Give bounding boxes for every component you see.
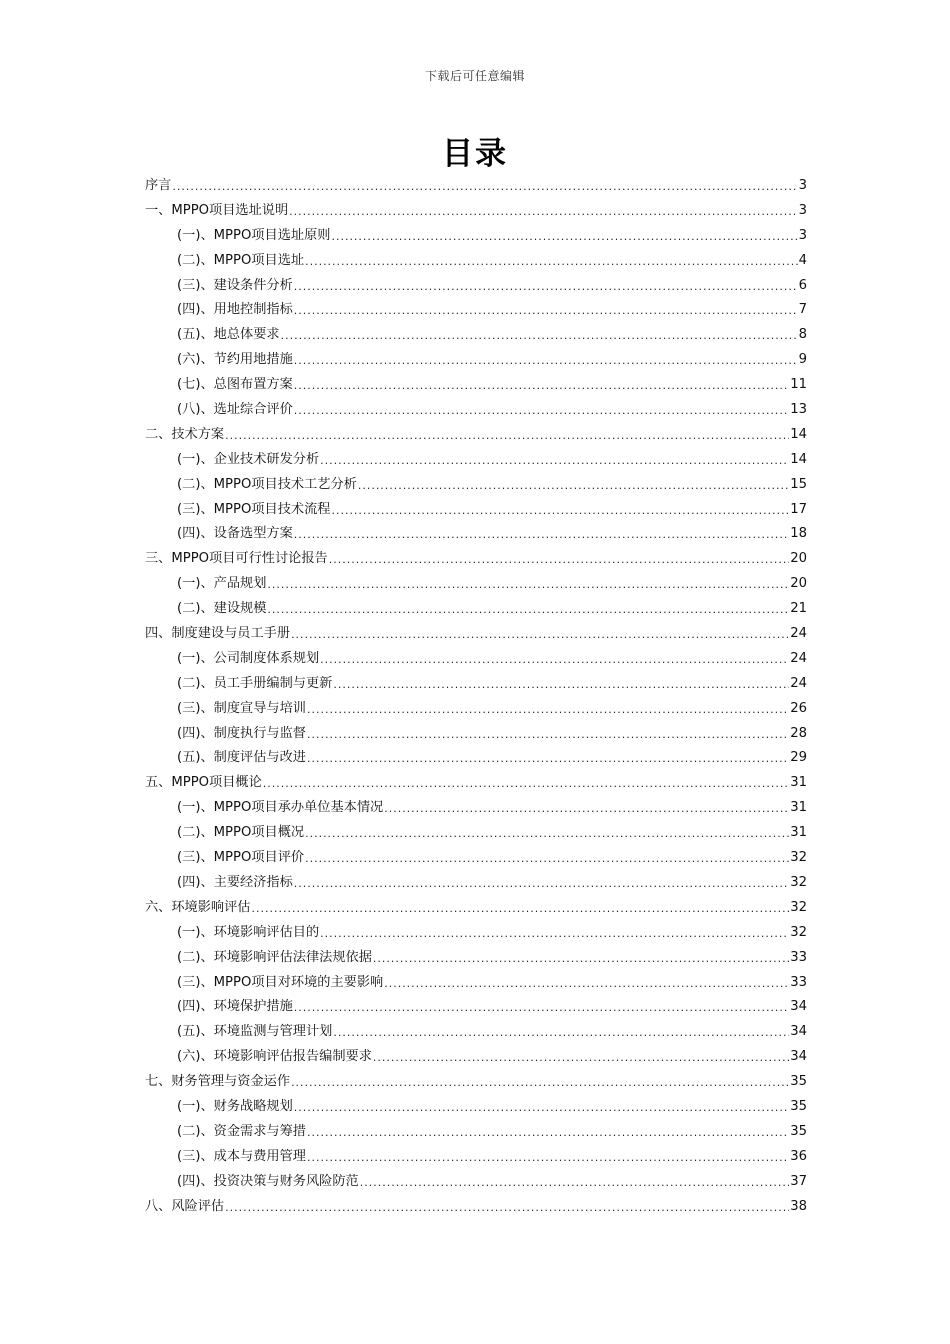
toc-entry-page-number: 11	[790, 377, 807, 393]
toc-section-entry[interactable]	[145, 224, 807, 249]
toc-dot-leader	[373, 953, 789, 966]
toc-dot-leader	[305, 256, 798, 269]
toc-entry-text: 三、MPPO项目可行性讨论报告	[145, 551, 328, 567]
toc-entry-page-number: 15	[790, 476, 807, 492]
toc-section-entry[interactable]	[145, 298, 807, 323]
toc-entry-page-number: 31	[790, 800, 807, 816]
toc-dot-leader	[291, 1077, 789, 1090]
toc-entry-page-number: 33	[790, 949, 807, 965]
toc-section-entry[interactable]	[145, 1045, 807, 1070]
toc-dot-leader	[329, 554, 789, 567]
toc-entry-text: 七、财务管理与资金运作	[145, 1074, 291, 1090]
toc-dot-leader	[320, 928, 789, 941]
toc-section-entry[interactable]	[145, 722, 807, 747]
toc-dot-leader	[331, 231, 797, 244]
toc-section-entry[interactable]	[145, 995, 807, 1020]
toc-entry-page-number: 4	[798, 252, 807, 268]
toc-entry-text: (四)、环境保护措施	[177, 999, 293, 1015]
toc-dot-leader	[307, 753, 789, 766]
toc-entry-page-number: 20	[790, 551, 807, 567]
toc-entry-text: (五)、环境监测与管理计划	[177, 1024, 333, 1040]
toc-entry-page-number: 32	[790, 874, 807, 890]
toc-entry-text: (一)、环境影响评估目的	[177, 924, 320, 940]
toc-entry-text: (五)、制度评估与改进	[177, 750, 306, 766]
toc-section-entry[interactable]	[145, 522, 807, 547]
toc-section-entry[interactable]	[145, 1170, 807, 1195]
toc-entry-text: (二)、MPPO项目选址	[177, 252, 305, 268]
toc-entry-text: (三)、MPPO项目评价	[177, 850, 305, 866]
toc-dot-leader	[358, 480, 789, 493]
toc-entry-text: (五)、地总体要求	[177, 327, 280, 343]
toc-entry-text: (一)、MPPO项目承办单位基本情况	[177, 800, 384, 816]
table-of-contents	[145, 174, 807, 1219]
toc-dot-leader	[384, 978, 789, 991]
page-header-note: 下载后可任意编辑	[424, 69, 525, 83]
toc-entry-page-number: 34	[790, 999, 807, 1015]
toc-dot-leader	[333, 1027, 789, 1040]
toc-dot-leader	[307, 704, 789, 717]
toc-dot-leader	[305, 853, 789, 866]
toc-dot-leader	[307, 729, 789, 742]
toc-section-entry[interactable]	[145, 746, 807, 771]
toc-chapter-entry[interactable]	[145, 622, 807, 647]
toc-entry-page-number: 32	[790, 924, 807, 940]
toc-entry-page-number: 34	[790, 1024, 807, 1040]
toc-entry-page-number: 35	[790, 1123, 807, 1139]
toc-section-entry[interactable]	[145, 448, 807, 473]
toc-entry-text: (七)、总图布置方案	[177, 377, 293, 393]
toc-entry-page-number: 3	[798, 178, 807, 193]
toc-entry-page-number: 21	[790, 601, 807, 617]
toc-entry-text: (二)、环境影响评估法律法规依据	[177, 949, 372, 965]
toc-dot-leader	[172, 181, 797, 194]
toc-entry-page-number: 24	[790, 650, 807, 666]
toc-section-entry[interactable]	[145, 846, 807, 871]
toc-entry-text: (四)、制度执行与监督	[177, 725, 306, 741]
toc-dot-leader	[307, 1152, 789, 1165]
toc-dot-leader	[294, 380, 789, 393]
toc-dot-leader	[294, 529, 789, 542]
toc-entry-page-number: 6	[798, 277, 807, 293]
toc-dot-leader	[267, 579, 789, 592]
toc-entry-text: (六)、节约用地措施	[177, 352, 293, 368]
toc-entry-text: 二、技术方案	[145, 426, 225, 442]
toc-entry-text: (二)、员工手册编制与更新	[177, 675, 333, 691]
toc-chapter-entry[interactable]	[145, 1070, 807, 1095]
toc-chapter-entry[interactable]	[145, 199, 807, 224]
toc-section-entry[interactable]	[145, 796, 807, 821]
toc-entry-text: (三)、成本与费用管理	[177, 1148, 306, 1164]
toc-entry-page-number: 35	[790, 1074, 807, 1090]
toc-chapter-entry[interactable]	[145, 771, 807, 796]
toc-section-entry[interactable]	[145, 697, 807, 722]
toc-entry-page-number: 37	[790, 1173, 807, 1189]
toc-entry-text: (二)、MPPO项目技术工艺分析	[177, 476, 357, 492]
toc-entry-page-number: 18	[790, 526, 807, 542]
toc-dot-leader	[263, 778, 789, 791]
toc-entry-page-number: 13	[790, 402, 807, 418]
toc-dot-leader	[291, 629, 789, 642]
toc-section-entry[interactable]	[145, 249, 807, 274]
toc-section-entry[interactable]	[145, 672, 807, 697]
toc-section-entry[interactable]	[145, 1145, 807, 1170]
toc-dot-leader	[320, 654, 789, 667]
toc-entry-page-number: 17	[790, 501, 807, 517]
toc-entry-text: (一)、MPPO项目选址原则	[177, 227, 331, 243]
toc-entry-text: (八)、选址综合评价	[177, 402, 293, 418]
toc-entry-text: (三)、建设条件分析	[177, 277, 293, 293]
toc-section-entry[interactable]	[145, 398, 807, 423]
toc-entry-page-number: 34	[790, 1049, 807, 1065]
toc-dot-leader	[373, 1052, 789, 1065]
toc-entry-page-number: 20	[790, 576, 807, 592]
toc-dot-leader	[294, 1002, 789, 1015]
toc-entry-text: (二)、MPPO项目概况	[177, 825, 305, 841]
toc-entry-text: 序言	[145, 178, 172, 193]
toc-entry-text: (三)、MPPO项目对环境的主要影响	[177, 974, 384, 990]
toc-section-entry[interactable]	[145, 274, 807, 299]
toc-entry-text: (三)、MPPO项目技术流程	[177, 501, 331, 517]
toc-entry-text: 五、MPPO项目概论	[145, 775, 262, 791]
toc-entry-text: (六)、环境影响评估报告编制要求	[177, 1049, 372, 1065]
toc-section-entry[interactable]	[145, 1095, 807, 1120]
toc-dot-leader	[294, 405, 789, 418]
toc-dot-leader	[333, 679, 789, 692]
toc-entry-text: 四、制度建设与员工手册	[145, 626, 291, 642]
toc-dot-leader	[252, 903, 790, 916]
toc-entry-page-number: 14	[790, 451, 807, 467]
toc-entry-page-number: 35	[790, 1098, 807, 1114]
toc-chapter-entry[interactable]	[145, 1195, 807, 1220]
toc-section-entry[interactable]	[145, 373, 807, 398]
toc-section-entry[interactable]	[145, 348, 807, 373]
toc-title: 目录	[442, 136, 508, 172]
toc-dot-leader	[267, 604, 789, 617]
toc-entry-page-number: 3	[798, 227, 807, 243]
toc-section-entry[interactable]	[145, 921, 807, 946]
toc-dot-leader	[294, 878, 789, 891]
toc-chapter-entry[interactable]	[145, 896, 807, 921]
toc-section-entry[interactable]	[145, 597, 807, 622]
toc-dot-leader	[225, 430, 789, 443]
toc-section-entry[interactable]	[145, 572, 807, 597]
toc-section-entry[interactable]	[145, 1020, 807, 1045]
toc-section-entry[interactable]	[145, 1120, 807, 1145]
toc-entry-page-number: 28	[790, 725, 807, 741]
toc-dot-leader	[320, 455, 789, 468]
toc-dot-leader	[331, 505, 789, 518]
toc-entry-text: (一)、产品规划	[177, 576, 267, 592]
toc-entry-text: (一)、企业技术研发分析	[177, 451, 320, 467]
toc-chapter-entry[interactable]	[145, 547, 807, 572]
toc-entry-page-number: 26	[790, 700, 807, 716]
toc-entry-text: (四)、主要经济指标	[177, 874, 293, 890]
toc-entry-text: (一)、公司制度体系规划	[177, 650, 320, 666]
toc-entry-text: 一、MPPO项目选址说明	[145, 202, 289, 218]
toc-section-entry[interactable]	[145, 473, 807, 498]
toc-section-entry[interactable]	[145, 971, 807, 996]
toc-entry-text: (二)、资金需求与筹措	[177, 1123, 306, 1139]
toc-entry-page-number: 38	[790, 1198, 807, 1214]
toc-dot-leader	[289, 206, 797, 219]
toc-section-entry[interactable]	[145, 647, 807, 672]
toc-chapter-entry[interactable]	[145, 174, 807, 199]
toc-entry-page-number: 24	[790, 626, 807, 642]
toc-section-entry[interactable]	[145, 498, 807, 523]
toc-section-entry[interactable]	[145, 821, 807, 846]
toc-entry-text: 六、环境影响评估	[145, 899, 251, 915]
toc-dot-leader	[294, 305, 798, 318]
toc-entry-text: (四)、投资决策与财务风险防范	[177, 1173, 359, 1189]
toc-section-entry[interactable]	[145, 323, 807, 348]
toc-chapter-entry[interactable]	[145, 423, 807, 448]
toc-entry-page-number: 9	[798, 352, 807, 368]
toc-dot-leader	[281, 330, 798, 343]
toc-entry-page-number: 8	[798, 327, 807, 343]
toc-entry-page-number: 7	[798, 302, 807, 318]
toc-dot-leader	[294, 355, 798, 368]
toc-entry-page-number: 31	[790, 775, 807, 791]
toc-entry-text: (四)、设备选型方案	[177, 526, 293, 542]
toc-entry-text: (三)、制度宣导与培训	[177, 700, 306, 716]
toc-entry-text: (二)、建设规模	[177, 601, 267, 617]
toc-section-entry[interactable]	[145, 871, 807, 896]
toc-entry-page-number: 33	[790, 974, 807, 990]
toc-entry-page-number: 31	[790, 825, 807, 841]
toc-entry-page-number: 32	[790, 850, 807, 866]
toc-entry-page-number: 24	[790, 675, 807, 691]
toc-entry-text: 八、风险评估	[145, 1198, 225, 1214]
toc-entry-page-number: 36	[790, 1148, 807, 1164]
toc-dot-leader	[384, 803, 789, 816]
toc-dot-leader	[307, 1127, 789, 1140]
toc-dot-leader	[305, 828, 789, 841]
toc-entry-page-number: 29	[790, 750, 807, 766]
toc-entry-text: (一)、财务战略规划	[177, 1098, 293, 1114]
toc-section-entry[interactable]	[145, 946, 807, 971]
toc-entry-page-number: 3	[798, 202, 807, 218]
toc-dot-leader	[360, 1177, 789, 1190]
toc-entry-text: (四)、用地控制指标	[177, 302, 293, 318]
toc-entry-page-number: 32	[790, 899, 807, 915]
toc-entry-page-number: 14	[790, 426, 807, 442]
toc-dot-leader	[225, 1202, 789, 1215]
toc-dot-leader	[294, 281, 798, 294]
toc-dot-leader	[294, 1102, 789, 1115]
